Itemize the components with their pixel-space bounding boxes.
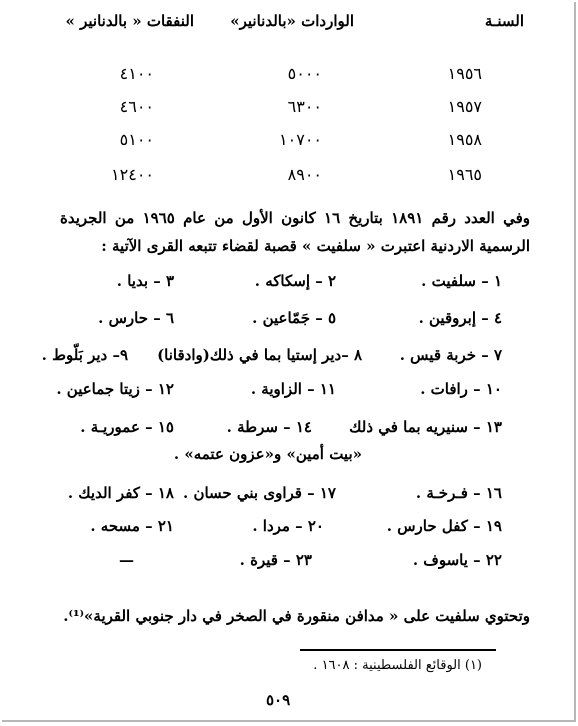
- list-item: ٢١ – مسحه .: [90, 517, 174, 535]
- list-item: ١٣ – سنيريه بما في ذلك: [349, 418, 502, 436]
- intro-paragraph: وفي العدد رقم ١٨٩١ بتاريخ ١٦ كانون الأول من عام ١٩٦٥ من الجريدة الرسمية الاردنية اعتبرت « سلفيت » قصبة لقضاء تتبعه القرى الآتية :: [60, 209, 530, 255]
- list-item: ٢ – إسكاكه .: [254, 272, 336, 290]
- list-item: ١٢ – زيتا جماعين .: [56, 380, 174, 398]
- list-item: ١٥ – عموريـة .: [80, 418, 174, 436]
- table-cell-year: ١٩٦٥: [447, 165, 482, 184]
- col-header-expenses: النفقات « بالدنانير »: [65, 12, 194, 30]
- table-cell-expenses: ٤١٠٠: [119, 64, 154, 83]
- table-cell-expenses: ٤٦٠٠: [119, 97, 154, 116]
- list-item: ٨ –دير إستيا بما في ذلك(وادقانا): [157, 346, 362, 364]
- table-cell-revenue: ١٠٧٠٠: [279, 130, 322, 149]
- list-item: ١٧ – قراوى بني حسان .: [183, 484, 336, 502]
- book-page: [2, 2, 576, 722]
- table-cell-expenses: ٥١٠٠: [119, 130, 154, 149]
- col-header-year: السنـة: [484, 12, 524, 30]
- table-cell-expenses: ١٢٤٠٠: [111, 165, 154, 184]
- list-item: ٥ – جَمّاعين .: [252, 309, 336, 327]
- list-item: —: [119, 551, 134, 569]
- list-item: ٢٣ – قيرة .: [239, 551, 312, 569]
- list-item: ٣ – بديا .: [116, 272, 174, 290]
- table-cell-revenue: ٥٠٠٠: [287, 64, 322, 83]
- footnote-divider: [300, 649, 496, 651]
- list-item: ٩– دير بَلّوط .: [41, 346, 128, 364]
- list-item: ١٤ – سرطة .: [226, 418, 312, 436]
- list-item: ٦ – حارس .: [98, 309, 174, 327]
- footnote: (١) الوقائع الفلسطينية : ١٦٠٨ .: [313, 658, 482, 673]
- table-cell-revenue: ٦٣٠٠: [287, 97, 322, 116]
- list-item: ١٨ – كفر الديك .: [67, 484, 174, 502]
- page-number: ٥٠٩: [266, 691, 291, 709]
- table-cell-revenue: ٨٩٠٠: [287, 165, 322, 184]
- table-cell-year: ١٩٥٧: [447, 97, 482, 116]
- list-item: ٢٢ – ياسوف .: [412, 551, 502, 569]
- list-item: ١٠ – رافات .: [420, 380, 502, 398]
- list-item: ١٩ – كفل حارس .: [386, 517, 502, 535]
- list-item: ٤ – إبروقين .: [418, 309, 502, 327]
- list-item-continuation: «بيت أمين» و«عزون عتمه» .: [173, 445, 362, 463]
- closing-paragraph: وتحتوي سلفيت على « مدافن منقورة في الصخر في دار جنوبي القرية»⁽¹⁾.: [63, 607, 530, 625]
- table-cell-year: ١٩٥٦: [447, 64, 482, 83]
- table-cell-year: ١٩٥٨: [447, 130, 482, 149]
- col-header-revenue: الواردات «بالدنانير»: [230, 12, 354, 30]
- list-item: ٢٠ – مردا .: [252, 517, 324, 535]
- list-item: ١٦ – فـرخـة .: [415, 484, 502, 502]
- list-item: ١١ – الزاوية .: [250, 380, 336, 398]
- list-item: ١ – سلفيت .: [421, 272, 502, 290]
- list-item: ٧ – خربة قيس .: [399, 346, 502, 364]
